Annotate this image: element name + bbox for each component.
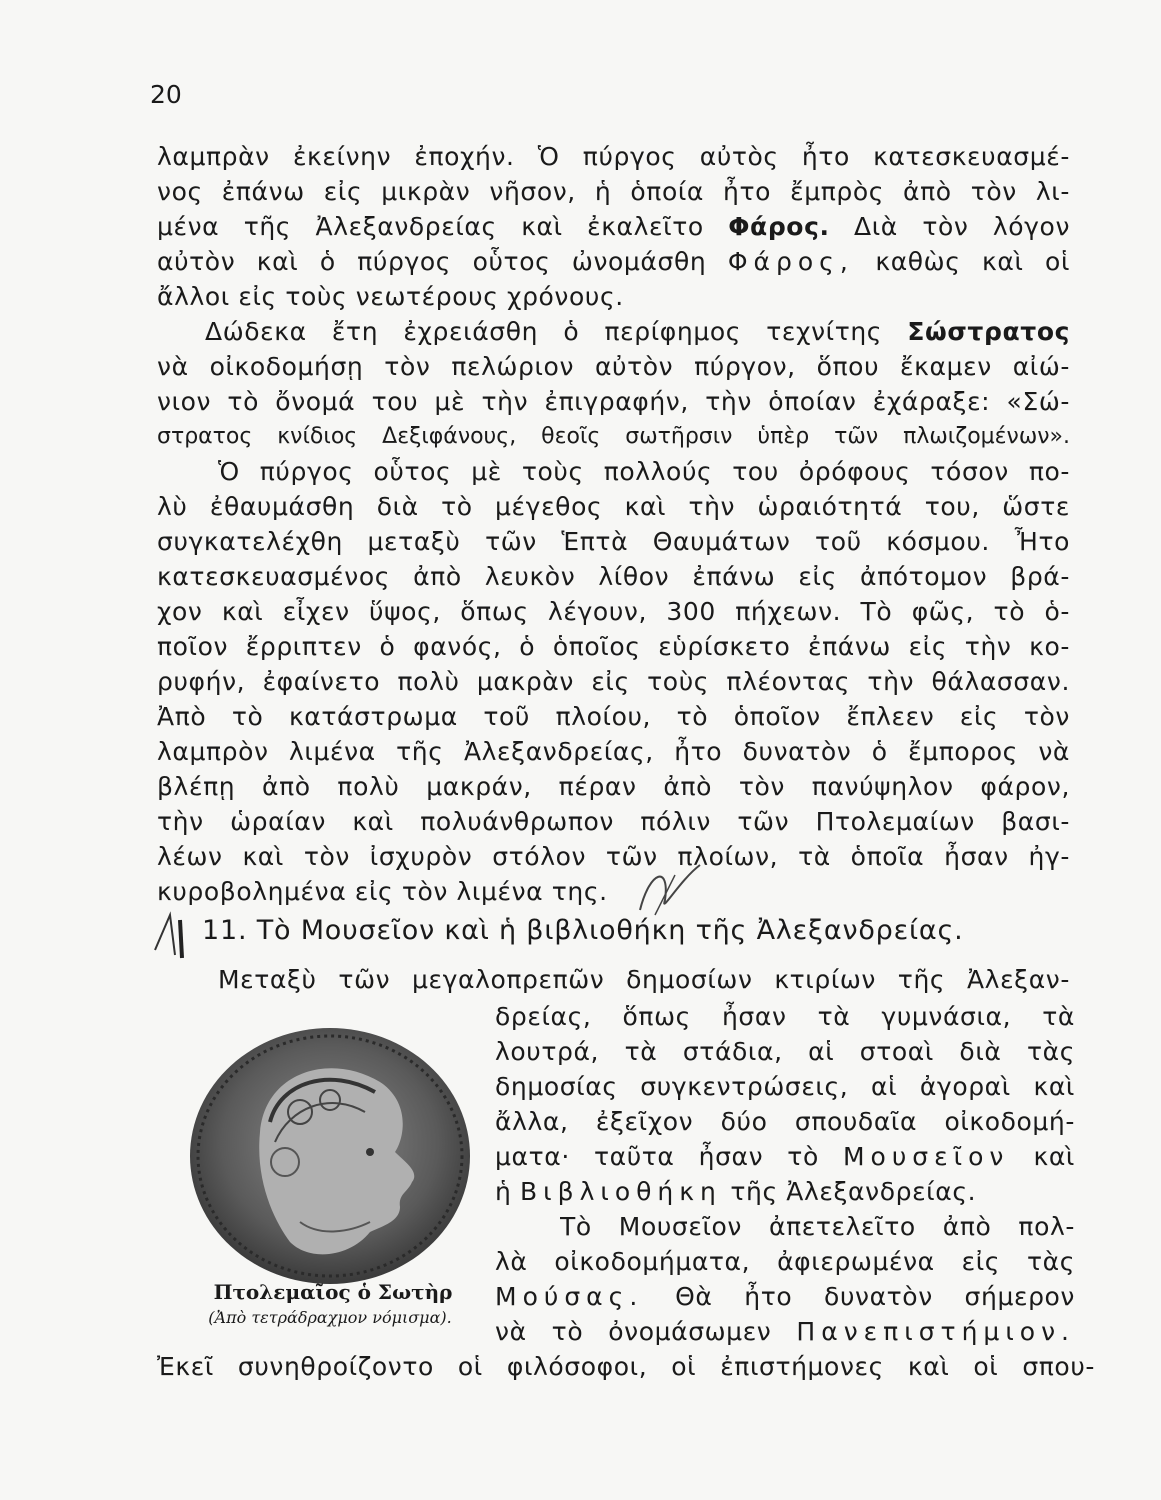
text-line: ρυφήν, ἐφαίνετο πολὺ μακρὰν εἰς τοὺς πλέοντας τὴν θάλασσαν. <box>157 667 1070 696</box>
text-line: λουτρά, τὰ στάδια, αἱ στοαὶ διὰ τὰς <box>495 1037 1075 1066</box>
text-line: Ἐκεῖ συνηθροίζοντο οἱ φιλόσοφοι, οἱ ἐπιστήμονες καὶ οἱ σπου- <box>157 1352 1095 1381</box>
text-line: ἄλλοι εἰς τοὺς νεωτέρους χρόνους. <box>157 282 624 311</box>
mouseion-spaced: Μουσεῖον <box>842 1142 1010 1171</box>
section-heading: 11. Τὸ Μουσεῖον καὶ ἡ βιβλιοθήκη τῆς Ἀλεξανδρείας. <box>202 915 964 946</box>
text-line: κατεσκευασμένος ἀπὸ λευκὸν λίθον ἐπάνω εἰς ἀπότομον βρά- <box>157 562 1070 591</box>
text-line: νος ἐπάνω εἰς μικρὰν νῆσον, ἡ ὁποία ἦτο ἔμπρὸς ἀπὸ τὸν λι- <box>157 177 1070 206</box>
text-line: δρείας, ὅπως ἦσαν τὰ γυμνάσια, τὰ <box>495 1002 1075 1031</box>
coin-caption-title: Πτολεμαῖος ὁ Σωτὴρ <box>213 1280 453 1304</box>
text-segment: Διὰ τὸν λόγον <box>854 212 1070 241</box>
text-line: λέων καὶ τὸν ἰσχυρὸν στόλον τῶν πλοίων, τὰ ὁποῖα ἦσαν ἠγ- <box>157 842 1070 871</box>
text-segment: αὐτὸν καὶ ὁ πύργος οὗτος ὠνομάσθη <box>157 247 707 276</box>
text-line <box>495 1280 1075 1314</box>
text-line: ἄλλα, ἐξεῖχον δύο σπουδαῖα οἰκοδομή- <box>495 1107 1075 1136</box>
faros-bold: Φάρος. <box>728 212 830 241</box>
text-line: στρατος κνίδιος Δεξιφάνους, θεοῖς σωτῆρσιν ὑπὲρ τῶν πλωιζομένων». <box>157 424 1070 449</box>
coin-illustration <box>180 1022 480 1290</box>
text-segment: Δώδεκα ἔτη ἐχρειάσθη ὁ περίφημος τεχνίτης <box>205 317 883 346</box>
text-line: λὺ ἐθαυμάσθη διὰ τὸ μέγεθος καὶ τὴν ὡραιότητά του, ὥστε <box>157 492 1070 521</box>
text-line: λὰ οἰκοδομήματα, ἀφιερωμένα εἰς τὰς <box>495 1247 1075 1276</box>
text-line <box>495 1175 1055 1209</box>
vivliothiki-spaced: Βιβλιοθήκη <box>520 1177 722 1206</box>
pencil-mark <box>150 910 190 960</box>
text-line <box>495 1140 1075 1174</box>
text-line: κυροβολημένα εἰς τὸν λιμένα της. <box>157 877 608 906</box>
text-segment: ἡ <box>495 1177 512 1206</box>
text-line: ποῖον ἔρριπτεν ὁ φανός, ὁ ὁποῖος εὑρίσκετο ἐπάνω εἰς τὴν κο- <box>157 632 1070 661</box>
text-segment: ματα· ταῦτα ἦσαν τὸ <box>495 1142 819 1171</box>
text-line: λαμπρὰν ἐκείνην ἐποχήν. Ὁ πύργος αὐτὸς ἦτο κατεσκευασμέ- <box>157 142 1070 171</box>
text-segment: νὰ τὸ ὀνομάσωμεν <box>495 1317 772 1346</box>
mousas-spaced: Μούσας. <box>495 1282 644 1311</box>
text-line <box>157 210 1070 244</box>
text-line: βλέπῃ ἀπὸ πολὺ μακράν, πέραν ἀπὸ τὸν πανύψηλον φάρον, <box>157 772 1070 801</box>
text-line <box>205 315 1070 349</box>
text-line: λαμπρὸν λιμένα τῆς Ἀλεξανδρείας, ἦτο δυνατὸν ὁ ἔμπορος νὰ <box>157 737 1070 766</box>
text-line: χον καὶ εἶχεν ὕψος, ὅπως λέγουν, 300 πήχεων. Τὸ φῶς, τὸ ὁ- <box>157 597 1070 626</box>
text-segment: καὶ <box>1033 1142 1075 1171</box>
coin-caption-source: (Ἀπὸ τετράδραχμον νόμισμα). <box>208 1308 452 1327</box>
text-segment: μένα τῆς Ἀλεξανδρείας καὶ ἐκαλεῖτο <box>157 212 704 241</box>
text-line: δημοσίας συγκεντρώσεις, αἱ ἀγοραὶ καὶ <box>495 1072 1075 1101</box>
text-line <box>495 1315 1075 1349</box>
text-line: νὰ οἰκοδομήσῃ τὸν πελώριον αὐτὸν πύργον, ὅπου ἔκαμεν αἰώ- <box>157 352 1070 381</box>
text-segment: Θὰ ἦτο δυνατὸν σήμερον <box>675 1282 1075 1311</box>
text-segment: καθὼς καὶ οἱ <box>875 247 1070 276</box>
text-line: Ἀπὸ τὸ κατάστρωμα τοῦ πλοίου, τὸ ὁποῖον ἔπλεεν εἰς τὸν <box>157 702 1070 731</box>
text-line: Ὁ πύργος οὗτος μὲ τοὺς πολλούς του ὀρόφους τόσον πο- <box>218 457 1070 486</box>
faros-spaced: Φάρος, <box>727 247 854 276</box>
text-line: Τὸ Μουσεῖον ἀπετελεῖτο ἀπὸ πολ- <box>560 1212 1075 1241</box>
text-segment: τῆς Ἀλεξανδρείας. <box>730 1177 977 1206</box>
panepistimion-spaced: Πανεπιστήμιον. <box>796 1317 1075 1346</box>
text-line: νιον τὸ ὄνομά του μὲ τὴν ἐπιγραφήν, τὴν ὁποίαν ἐχάραξε: «Σώ- <box>157 387 1070 416</box>
text-line: Μεταξὺ τῶν μεγαλοπρεπῶν δημοσίων κτιρίων τῆς Ἀλεξαν- <box>218 965 1070 994</box>
page-number: 20 <box>150 80 182 109</box>
text-line <box>157 245 1070 279</box>
text-line: τὴν ὡραίαν καὶ πολυάνθρωπον πόλιν τῶν Πτολεμαίων βασι- <box>157 807 1070 836</box>
pencil-scribble <box>630 860 710 920</box>
sostratos-bold: Σώστρατος <box>907 317 1070 346</box>
text-line: συγκατελέχθη μεταξὺ τῶν Ἑπτὰ Θαυμάτων τοῦ κόσμου. Ἦτο <box>157 527 1070 556</box>
